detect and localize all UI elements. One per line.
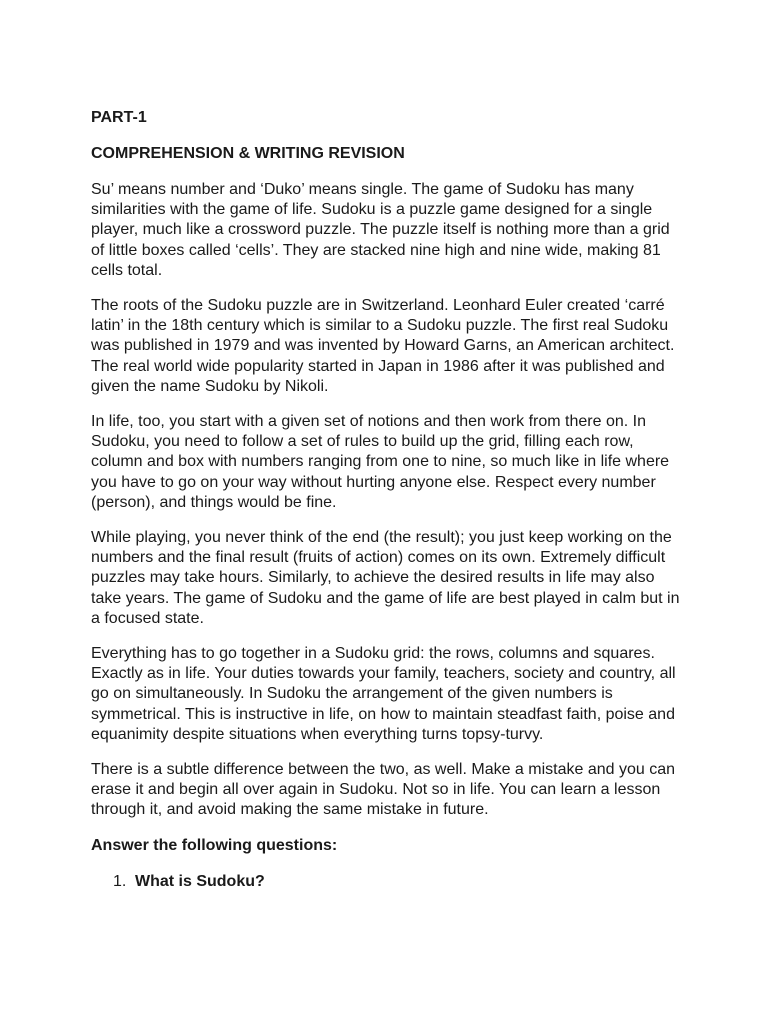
- question-number: 1.: [113, 872, 127, 890]
- question-list: [91, 872, 681, 892]
- paragraph-5: Everything has to go together in a Sudoku grid: the rows, columns and squares. Exactly as in life. Your duties towards your family, teachers, society and country, all go on simultaneously. In Sudoku the arrangement of the given numbers is symmetrical. This is instructive in life, on how to maintain steadfast faith, poise and equanimity despite situations when everything turns topsy-turvy.: [91, 645, 676, 743]
- question-text: What is Sudoku?: [135, 872, 265, 890]
- document-page: [91, 108, 681, 892]
- paragraph-6: There is a subtle difference between the two, as well. Make a mistake and you can erase it and begin all over again in Sudoku. Not so in life. You can learn a lesson through it, and avoid making the same mistake in future.: [91, 761, 676, 819]
- section-title: COMPREHENSION & WRITING REVISION: [91, 145, 405, 162]
- question-item: [113, 872, 681, 892]
- paragraph-1: Su’ means number and ‘Duko’ means single. The game of Sudoku has many similarities with the game of life. Sudoku is a puzzle game designed for a single player, much like a crossword puzzle. The puzzle itself is nothing more than a grid of little boxes called ‘cells’. They are stacked nine high and nine wide, making 81 cells total.: [91, 181, 670, 279]
- paragraph-3: In life, too, you start with a given set of notions and then work from there on. In Sudoku, you need to follow a set of rules to build up the grid, filling each row, column and box with numbers ranging from one to nine, so much like in life where you have to go on your way without hurting anyone else. Respect every number (person), and things would be fine.: [91, 413, 670, 511]
- paragraph-2: The roots of the Sudoku puzzle are in Switzerland. Leonhard Euler created ‘carré latin’ in the 18th century which is similar to a Sudoku puzzle. The first real Sudoku was published in 1979 and was invented by Howard Garns, an American architect. The real world wide popularity started in Japan in 1986 after it was published and given the name Sudoku by Nikoli.: [91, 297, 675, 395]
- part-label: PART-1: [91, 109, 147, 126]
- questions-heading: Answer the following questions:: [91, 836, 338, 854]
- paragraph-4: While playing, you never think of the end (the result); you just keep working on the numbers and the final result (fruits of action) comes on its own. Extremely difficult puzzles may take hours. Similarly, to achieve the desired results in life may also take years. The game of Sudoku and the game of life are best played in calm but in a focused state.: [91, 529, 680, 627]
